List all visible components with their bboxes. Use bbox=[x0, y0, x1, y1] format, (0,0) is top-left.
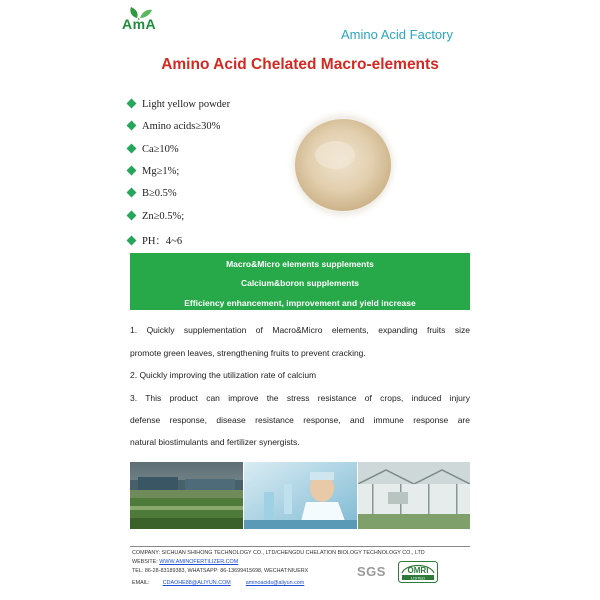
feature-band bbox=[130, 253, 470, 310]
omri-text: OMRI bbox=[407, 566, 429, 575]
description-p3-line1: 3. This product can improve the stress resistance of crops, induced injury bbox=[130, 393, 470, 403]
band-line-1: Macro&Micro elements supplements bbox=[226, 259, 374, 269]
email-link-1[interactable]: CDAOHE88@ALIYUN.COM bbox=[162, 580, 231, 586]
page-title: Amino Acid Chelated Macro-elements bbox=[161, 56, 439, 73]
spec-text: Zn≥0.5%; bbox=[142, 211, 185, 222]
spec-item bbox=[128, 233, 182, 247]
band-line-2: Calcium&boron supplements bbox=[240, 278, 360, 288]
omri-listed-logo bbox=[398, 561, 438, 583]
diamond-bullet-icon bbox=[127, 144, 137, 154]
spec-text: Mg≥1%; bbox=[142, 166, 180, 177]
logo-text: AmA bbox=[122, 16, 157, 32]
band-line-3: Efficiency enhancement, improvement and yield increase bbox=[184, 298, 416, 308]
diamond-bullet-icon bbox=[127, 166, 137, 176]
diamond-bullet-icon bbox=[127, 99, 137, 109]
description-p1-line2: promote green leaves, strengthening fruits to prevent cracking. bbox=[130, 348, 366, 358]
website-link[interactable]: WWW.AMINOFERTILIZER.COM bbox=[159, 559, 239, 565]
footer-divider bbox=[130, 546, 470, 547]
email-link-2[interactable]: aminoacids@aliyun.com bbox=[245, 580, 305, 586]
factory-label: Amino Acid Factory bbox=[341, 27, 453, 42]
spec-item bbox=[128, 121, 220, 135]
spec-text: Ca≥10% bbox=[142, 144, 179, 155]
spec-text: PH：4~6 bbox=[142, 236, 183, 247]
spec-item bbox=[128, 188, 177, 202]
spec-item bbox=[128, 211, 184, 225]
spec-text: Light yellow powder bbox=[142, 99, 231, 110]
spec-item bbox=[128, 144, 179, 158]
spec-text: B≥0.5% bbox=[142, 188, 177, 199]
contact-line: TEL: 86-28-83189383, WHATSAPP: 86-13699415698, WECHAT:NIUERX bbox=[132, 568, 309, 574]
description-p2: 2. Quickly improving the utilization rate of calcium bbox=[130, 370, 317, 380]
diamond-bullet-icon bbox=[127, 236, 137, 246]
sgs-logo: SGS bbox=[357, 564, 386, 579]
diamond-bullet-icon bbox=[127, 188, 137, 198]
spec-text: Amino acids≥30% bbox=[142, 121, 221, 132]
company-line: COMPANY: SICHUAN SHIHONG TECHNOLOGY CO., LTD/CHENGDU CHELATION BIOLOGY TECHNOLOGY CO., LTD bbox=[132, 550, 425, 556]
factory-photo bbox=[130, 462, 243, 529]
diamond-bullet-icon bbox=[127, 121, 137, 131]
spec-item bbox=[128, 166, 179, 180]
website-label: WEBSITE: bbox=[132, 559, 160, 565]
email-line bbox=[132, 580, 304, 586]
diamond-bullet-icon bbox=[127, 211, 137, 221]
spec-item bbox=[128, 99, 230, 113]
description-p3-line2: defense response, disease resistance response, and immune response are bbox=[130, 415, 470, 425]
greenhouse-photo bbox=[358, 462, 470, 529]
omri-sub-text: LISTED bbox=[410, 575, 426, 581]
description-p1-line1: 1. Quickly supplementation of Macro&Micro elements, expanding fruits size bbox=[130, 325, 470, 335]
description-p3-line3: natural biostimulants and fertilizer synergists. bbox=[130, 437, 300, 447]
powder-product-image bbox=[285, 107, 401, 223]
website-line bbox=[132, 559, 238, 565]
email-label: EMAIL: bbox=[132, 580, 150, 586]
laboratory-photo bbox=[244, 462, 357, 529]
